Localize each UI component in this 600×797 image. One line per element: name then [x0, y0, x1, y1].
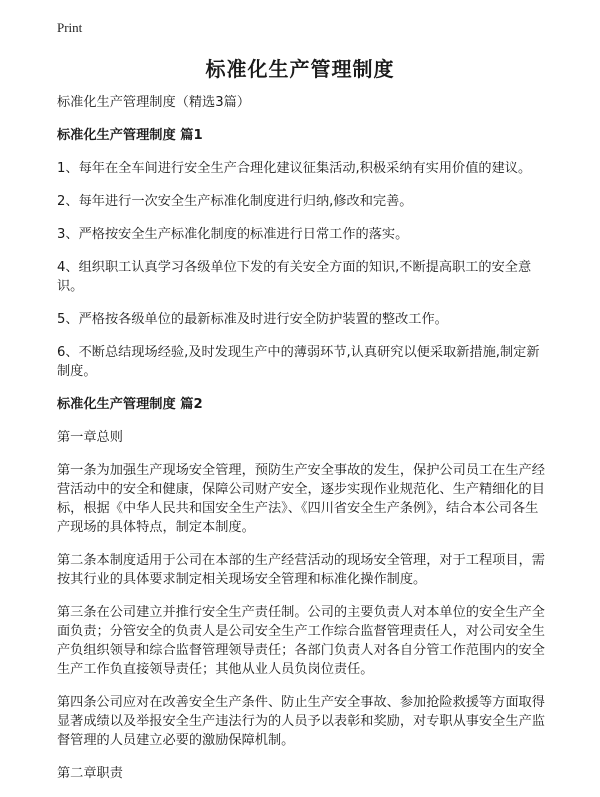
list-item: 6、不断总结现场经验,及时发现生产中的薄弱环节,认真研究以便采取新措施,制定新制度。: [57, 345, 540, 379]
print-link[interactable]: Print: [57, 20, 83, 35]
list-item: 1、每年在全车间进行安全生产合理化建议征集活动,积极采纳有实用价值的建议。: [57, 161, 532, 176]
paragraph: 第四条公司应对在改善安全生产条件、防止生产安全事故、参加抢险救援等方面取得显著成绩以及举报安全生产违法行为的人员予以表彰和奖励，对专职从事安全生产监督管理的人员建立必要的激励保障机制。: [57, 695, 545, 748]
paragraph: 第三条在公司建立并推行安全生产责任制。公司的主要负责人对本单位的安全生产全面负责；分管安全的负责人是公司安全生产工作综合监督管理责任人，对公司安全生产负组织领导和综合监督管理领导责任；各部门负责人对各自分管工作范围内的安全生产工作负直接领导责任；其他从业人员负岗位责任。: [57, 605, 545, 677]
section-heading-1: 标准化生产管理制度 篇1: [57, 128, 203, 143]
section-heading-2: 标准化生产管理制度 篇2: [57, 397, 203, 412]
list-item: 5、严格按各级单位的最新标准及时进行安全防护装置的整改工作。: [57, 312, 448, 327]
document-subtitle: 标准化生产管理制度（精选3篇）: [57, 95, 251, 110]
paragraph: 第一条为加强生产现场安全管理，预防生产安全事故的发生，保护公司员工在生产经营活动中的安全和健康，保障公司财产安全，逐步实现作业规范化、生产精细化的目标，根据《中华人民共和国安全生产法》、《四川省安全生产条例》，结合本公司各生产现场的具体特点，制定本制度。: [57, 463, 545, 535]
document-body: [57, 93, 549, 797]
paragraph: 第二条本制度适用于公司在本部的生产经营活动的现场安全管理，对于工程项目，需按其行业的具体要求制定相关现场安全管理和标准化操作制度。: [57, 553, 545, 587]
list-item: 4、组织职工认真学习各级单位下发的有关安全方面的知识,不断提高职工的安全意识。: [57, 260, 532, 294]
chapter-heading: 第二章职责: [57, 766, 123, 781]
list-item: 2、每年进行一次安全生产标准化制度进行归纳,修改和完善。: [57, 194, 413, 209]
page-title: 标准化生产管理制度: [205, 57, 395, 81]
list-item: 3、严格按安全生产标准化制度的标准进行日常工作的落实。: [57, 227, 409, 242]
chapter-heading: 第一章总则: [57, 430, 123, 445]
